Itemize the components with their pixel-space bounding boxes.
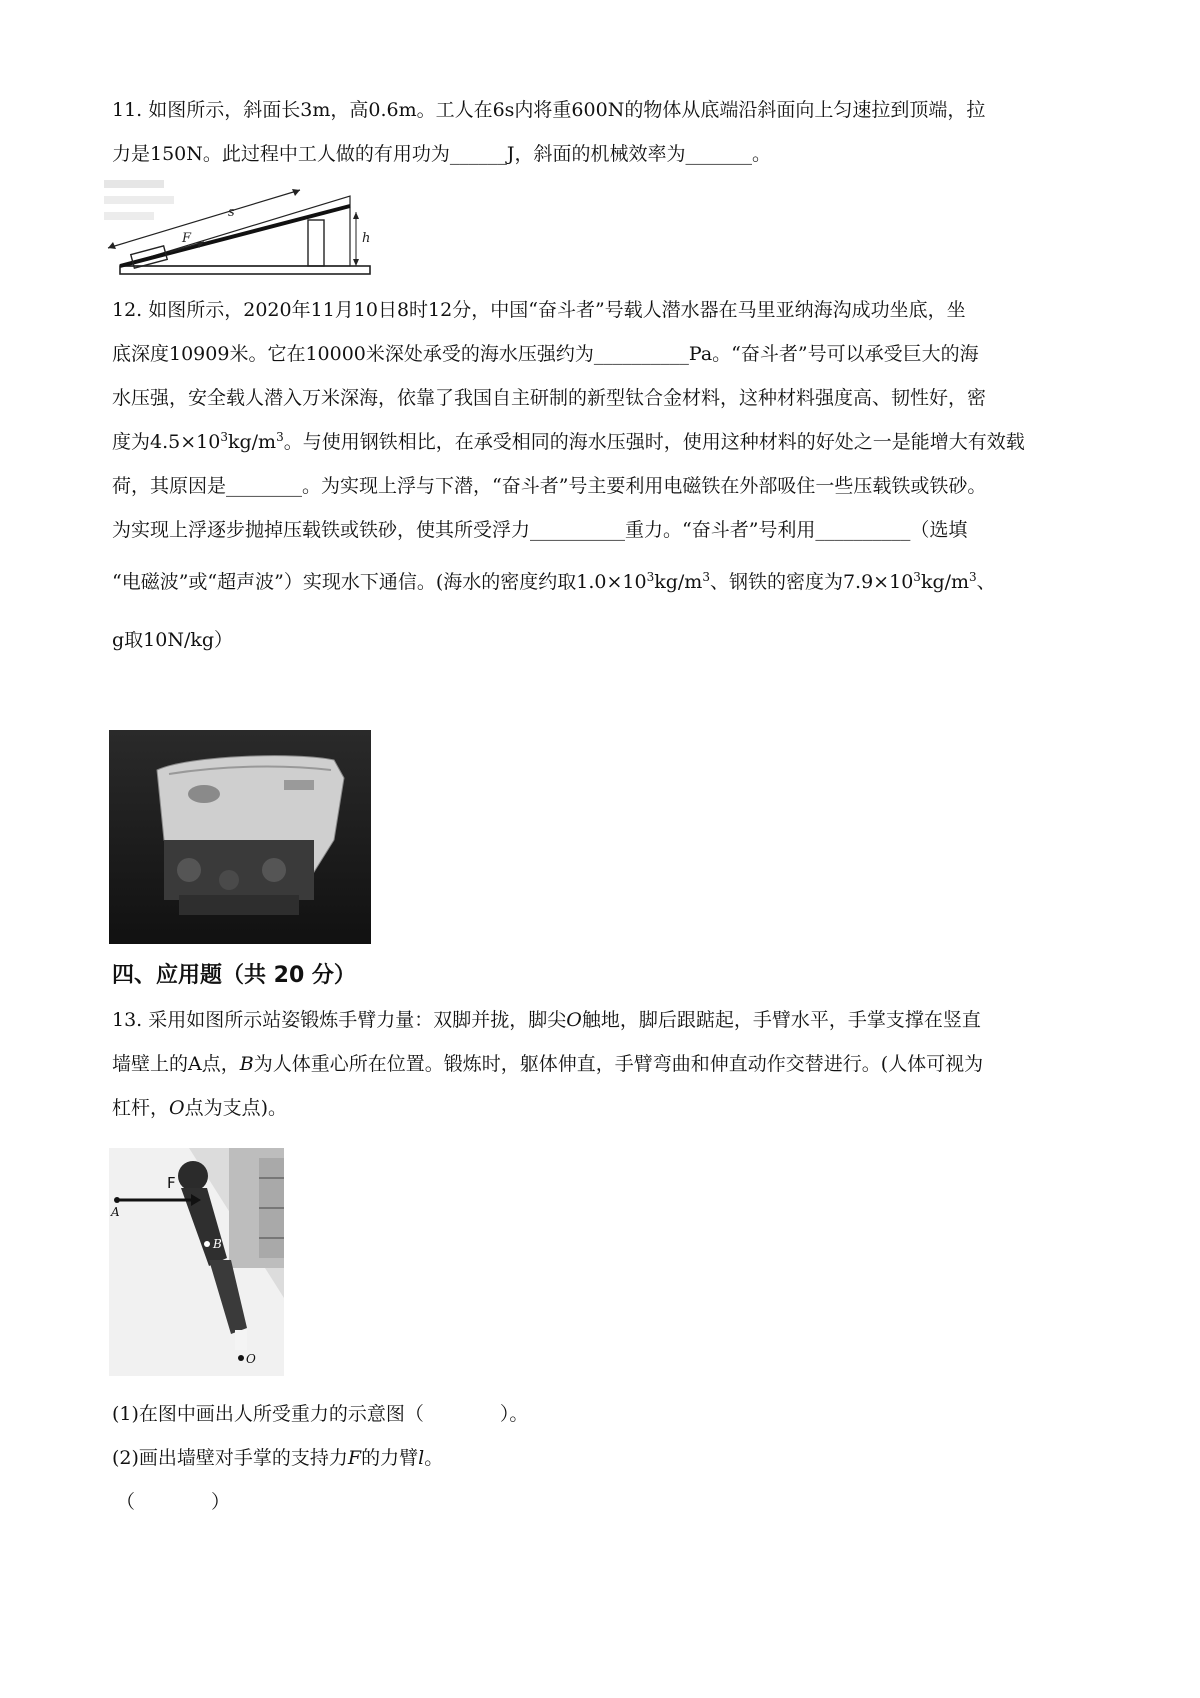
q12-line-5: 荷，其原因是________。为实现上浮与下潜，“奋斗者”号主要利用电磁铁在外部吸住一些压载铁或铁砂。	[112, 475, 987, 497]
q12-line-7: “电磁波”或“超声波”）实现水下通信。(海水的密度约取$1.0\times 10^3kg/m^3$、钢铁的密度为$7.9\times 10^3kg/m^3$、	[112, 570, 996, 593]
q13-sub-1: (1)在图中画出人所受重力的示意图（ ）。	[112, 1403, 529, 1425]
exercise-label-o: O	[246, 1352, 256, 1366]
q12-line-8: g取10N/kg）	[112, 629, 234, 651]
incline-label-f: F	[182, 231, 192, 246]
exercise-label-b: B	[213, 1237, 222, 1251]
q13-sub-2: (2)画出墙壁对手掌的支持力F的力臂l。	[112, 1447, 444, 1469]
incline-label-s: s	[228, 205, 235, 220]
submersible-photo	[109, 730, 371, 944]
q12-line-2: 底深度10909米。它在10000米深处承受的海水压强约为__________Pa。“奋斗者”号可以承受巨大的海	[112, 343, 979, 365]
incline-label-h: h	[362, 231, 371, 246]
exercise-label-a: A	[111, 1205, 120, 1219]
section-heading: 四、应用题（共 20 分）	[112, 963, 356, 988]
q12-line-3: 水压强，安全载人潜入万米深海，依靠了我国自主研制的新型钛合金材料，这种材料强度高、韧性好，密	[112, 387, 987, 409]
q13-line-3: 杠杆，O点为支点)。	[112, 1097, 288, 1119]
q12-line-4: 度为$4.5\times 10^3kg/m^3$。与使用钢铁相比，在承受相同的海水压强时，使用这种材料的好处之一是能增大有效载	[112, 430, 1025, 453]
q12-line-1: 12. 如图所示，2020年11月10日8时12分，中国“奋斗者”号载人潜水器在马里亚纳海沟成功坐底，坐	[112, 299, 966, 321]
q13-line-2: 墙壁上的A点，B为人体重心所在位置。锻炼时，躯体伸直，手臂弯曲和伸直动作交替进行。(人体可视为	[112, 1053, 984, 1075]
exercise-photo	[109, 1148, 284, 1376]
q12-line-6: 为实现上浮逐步抛掉压载铁或铁砂，使其所受浮力__________重力。“奋斗者”号利用__________（选填	[112, 519, 968, 541]
q11-line-1: 11. 如图所示，斜面长3m，高0.6m。工人在6s内将重600N的物体从底端沿斜面向上匀速拉到顶端，拉	[112, 99, 986, 121]
incline-figure	[100, 176, 380, 282]
q13-line-1: 13. 采用如图所示站姿锻炼手臂力量：双脚并拢，脚尖O触地，脚后跟踮起，手臂水平，手掌支撑在竖直	[112, 1009, 981, 1031]
q13-answer-blank: （ ）	[116, 1491, 231, 1513]
exercise-label-f: F	[167, 1174, 176, 1192]
q11-line-2: 力是150N。此过程中工人做的有用功为______J，斜面的机械效率为_______。	[112, 143, 772, 165]
